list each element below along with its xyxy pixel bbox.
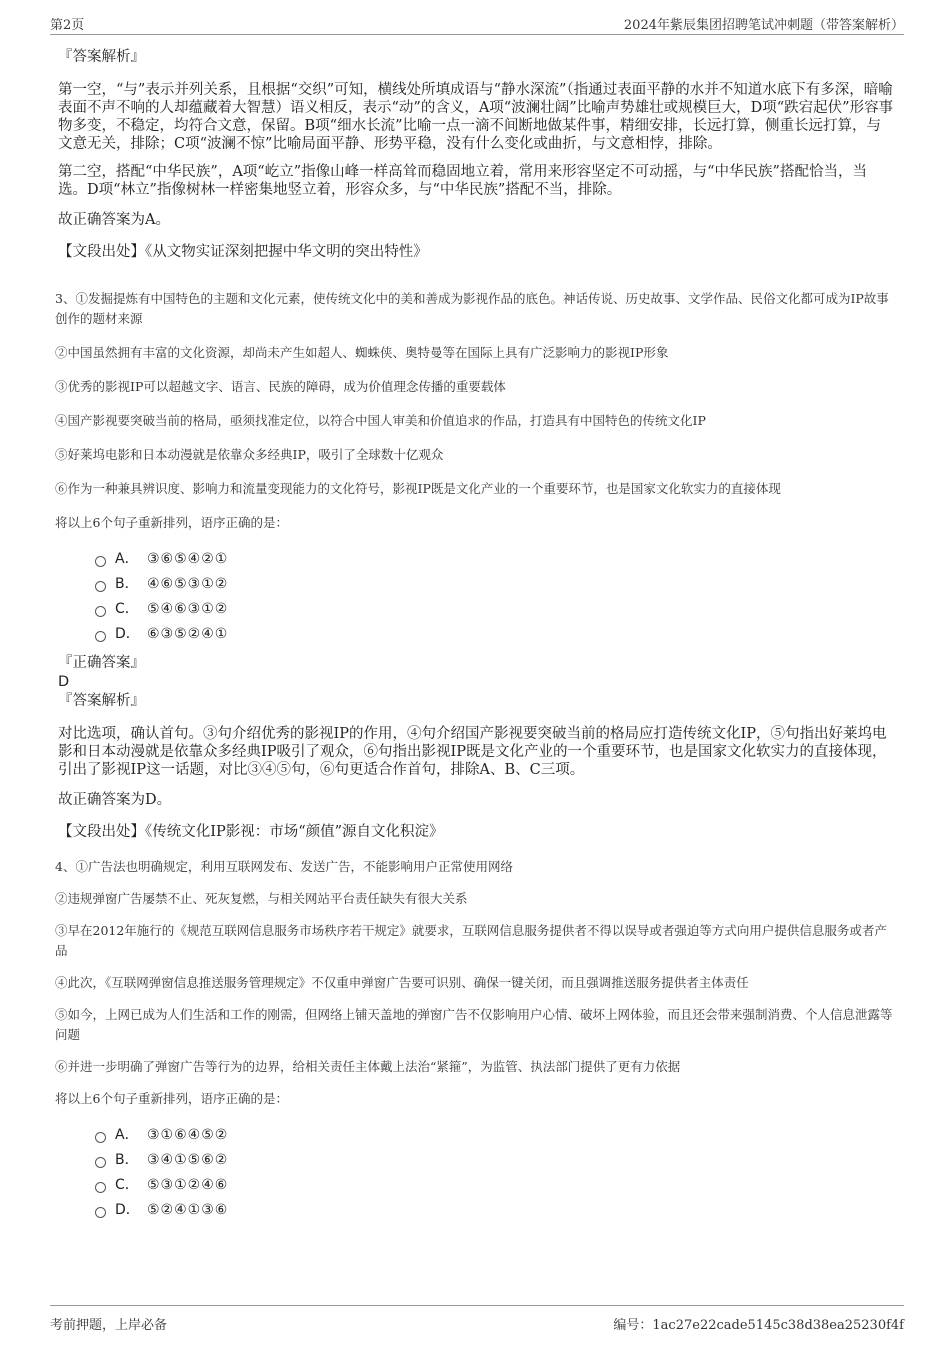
radio-button[interactable] (95, 1207, 106, 1218)
page-footer (50, 1305, 904, 1333)
q3-sentence-2: ②中国虽然拥有丰富的文化资源，却尚未产生如超人、蜘蛛侠、奥特曼等在国际上具有广泛影响力的影视IP形象 (55, 345, 669, 360)
radio-button[interactable] (95, 556, 106, 567)
q3-options (55, 547, 895, 647)
radio-button[interactable] (95, 581, 106, 592)
q3-sentence-6: ⑥作为一种兼具辨识度、影响力和流量变现能力的文化符号，影视IP既是文化产业的一个重要环节，也是国家文化软实力的直接体现 (55, 481, 781, 496)
q4-prompt: 将以上6个句子重新排列，语序正确的是： (55, 1091, 288, 1106)
q4-option-c[interactable]: C． ⑤③①②④⑥ (95, 1173, 895, 1198)
q3-sentence-4: ④国产影视要突破当前的格局，亟须找准定位，以符合中国人审美和价值追求的作品，打造具有中国特色的传统文化IP (55, 413, 706, 428)
q4-sentence-4: ④此次，《互联网弹窗信息推送服务管理规定》不仅重申弹窗广告要可识别、确保一键关闭，而且强调推送服务提供者主体责任 (55, 975, 749, 990)
page-number: 第2页 (50, 18, 85, 33)
q4-option-b[interactable]: B． ③④①⑤⑥② (95, 1148, 895, 1173)
q3-option-b[interactable]: B． ④⑥⑤③①② (95, 572, 895, 597)
q4-sentence-6: ⑥并进一步明确了弹窗广告等行为的边界，给相关责任主体戴上法治“紧箍”，为监管、执法部门提供了更有力依据 (55, 1059, 681, 1074)
q3-sentence-3: ③优秀的影视IP可以超越文字、语言、民族的障碍，成为价值理念传播的重要载体 (55, 379, 506, 394)
q3-option-c[interactable]: C． ⑤④⑥③①② (95, 597, 895, 622)
q4-options (55, 1123, 895, 1223)
document-title: 2024年紫辰集团招聘笔试冲刺题（带答案解析） (623, 18, 904, 33)
q3-answer: D (58, 674, 70, 690)
q3-sentence-1: 3、①发掘提炼有中国特色的主题和文化元素，使传统文化中的美和善成为影视作品的底色。神话传说、历史故事、文学作品、民俗文化都可成为IP故事创作的题材来源 (55, 291, 889, 326)
q4-sentence-1: 4、①广告法也明确规定，利用互联网发布、发送广告，不能影响用户正常使用网络 (55, 859, 513, 874)
q3-prompt: 将以上6个句子重新排列，语序正确的是： (55, 515, 288, 530)
q2-conclusion: 故正确答案为A。 (58, 212, 170, 228)
q3-conclusion: 故正确答案为D。 (58, 792, 172, 808)
q2-analysis-para2: 第二空，搭配“中华民族”，A项“屹立”指像山峰一样高耸而稳固地立着，常用来形容坚定不可动摇，与“中华民族”搭配恰当，当选。D项“林立”指像树林一样密集地竖立着，形容众多，与“中华民族”搭配不当，排除。 (58, 164, 867, 198)
q3-answer-label: 『正确答案』 (58, 655, 145, 671)
radio-button[interactable] (95, 1157, 106, 1168)
radio-button[interactable] (95, 606, 106, 617)
q2-analysis-label: 『答案解析』 (58, 49, 145, 65)
radio-button[interactable] (95, 1132, 106, 1143)
q3-option-d[interactable]: D． ⑥③⑤②④① (95, 622, 895, 647)
document-id: 编号：1ac27e22cade5145c38d38ea25230f4f (613, 1318, 904, 1333)
page-header (50, 12, 904, 35)
radio-button[interactable] (95, 1182, 106, 1193)
footer-slogan: 考前押题，上岸必备 (50, 1318, 168, 1333)
q3-analysis-label: 『答案解析』 (58, 693, 145, 709)
main-content (55, 45, 895, 1223)
q4-option-a[interactable]: A． ③①⑥④⑤② (95, 1123, 895, 1148)
q4-sentence-3: ③早在2012年施行的《规范互联网信息服务市场秩序若干规定》就要求，互联网信息服务提供者不得以误导或者强迫等方式向用户提供信息服务或者产品 (55, 923, 887, 958)
q4-sentence-2: ②违规弹窗广告屡禁不止、死灰复燃，与相关网站平台责任缺失有很大关系 (55, 891, 468, 906)
q4-sentence-5: ⑤如今，上网已成为人们生活和工作的刚需，但网络上铺天盖地的弹窗广告不仅影响用户心情、破坏上网体验，而且还会带来强制消费、个人信息泄露等问题 (55, 1007, 893, 1042)
q2-analysis-para1: 第一空，“与”表示并列关系，且根据“交织”可知，横线处所填成语与“静水深流”（指通过表面平静的水并不知道水底下有多深，暗喻表面不声不响的人却蕴藏着大智慧）语义相反，表示“动”的含义，A项“波澜壮阔”比喻声势雄壮或规模巨大，D项“跌宕起伏”形容事物多变，不稳定，均符合文意，保留。B项“细水长流”比喻一点一滴不间断地做某件事，精细安排，长远打算，侧重长远打算，与文意无关，排除；C项“波澜不惊”比喻局面平静、形势平稳，没有什么变化或曲折，与文意相悖，排除。 (58, 82, 894, 152)
q3-option-a[interactable]: A． ③⑥⑤④②① (95, 547, 895, 572)
q3-analysis-para1: 对比选项，确认首句。③句介绍优秀的影视IP的作用，④句介绍国产影视要突破当前的格局应打造传统文化IP，⑤句指出好莱坞电影和日本动漫就是依靠众多经典IP吸引了观众，⑥句指出影视IP既是文化产业的一个重要环节，也是国家文化软实力的直接体现，引出了影视IP这一话题，对比③④⑤句，⑥句更适合作首句，排除A、B、C三项。 (58, 726, 887, 778)
q2-source: 【文段出处】《从文物实证深刻把握中华文明的突出特性》 (58, 244, 428, 260)
q4-option-d[interactable]: D． ⑤②④①③⑥ (95, 1198, 895, 1223)
radio-button[interactable] (95, 631, 106, 642)
q3-sentence-5: ⑤好莱坞电影和日本动漫就是依靠众多经典IP，吸引了全球数十亿观众 (55, 447, 444, 462)
q3-source: 【文段出处】《传统文化IP影视：市场“颜值”源自文化积淀》 (58, 824, 444, 840)
